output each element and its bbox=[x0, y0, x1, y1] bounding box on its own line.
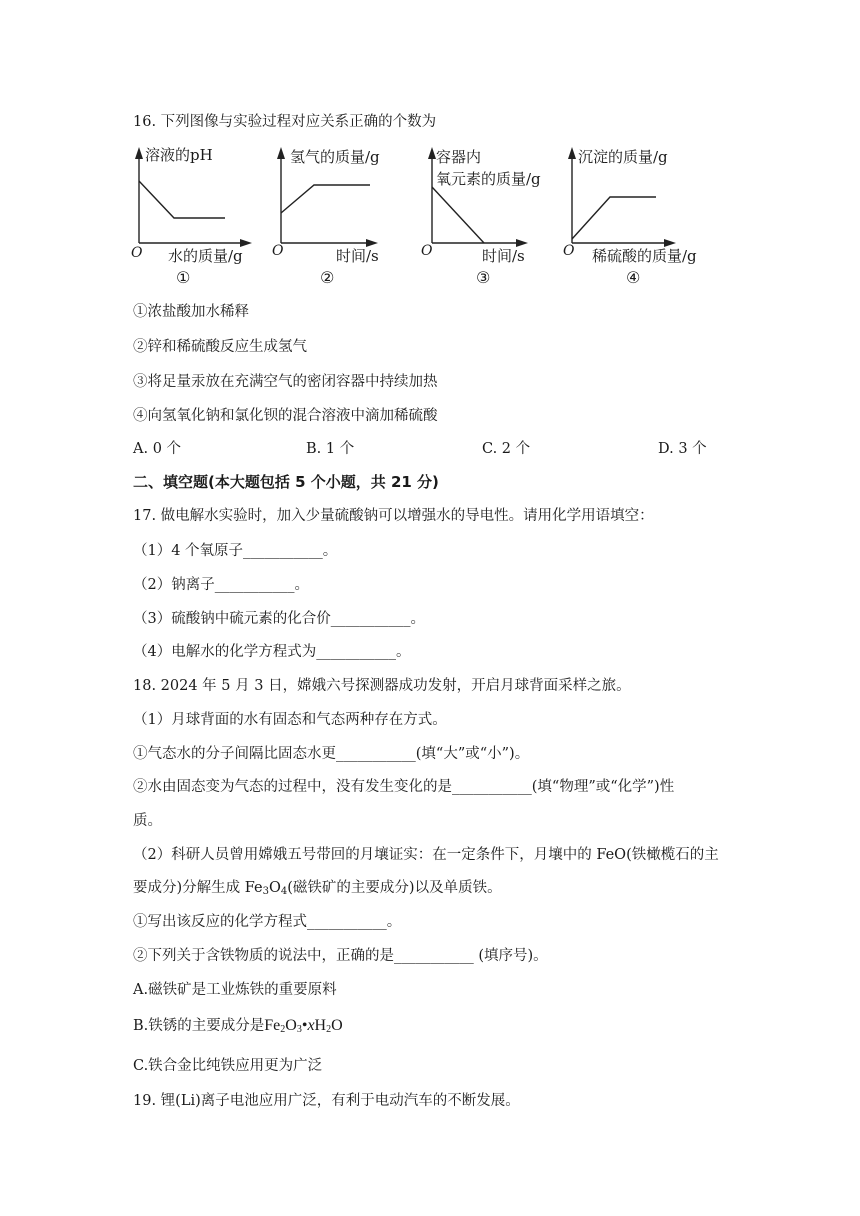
q18-part-1a: ①气态水的分子间隔比固态水更___________(填“大”或“小”)。 bbox=[133, 746, 530, 762]
graph-4 bbox=[564, 143, 714, 268]
q18-part-1b-line1: ②水由固态变为气态的过程中，没有发生变化的是___________(填“物理”或“化学”)性 bbox=[133, 779, 675, 795]
graph-2-number: ② bbox=[320, 268, 335, 287]
graph-2-y-arrow bbox=[277, 147, 285, 159]
section-heading: 二、填空题(本大题包括 5 个小题，共 21 分) bbox=[133, 473, 439, 491]
formula-o: O bbox=[285, 1017, 297, 1034]
q17-stem: 17. 做电解水实验时，加入少量硫酸钠可以增强水的导电性。请用化学用语填空： bbox=[133, 508, 654, 524]
graph-1-curve bbox=[139, 181, 225, 218]
graph-3-curve bbox=[432, 187, 484, 243]
graph-1 bbox=[128, 143, 258, 268]
graph-4-y-arrow bbox=[568, 147, 576, 159]
q18-part-2a: ①写出该反应的化学方程式___________。 bbox=[133, 914, 402, 930]
formula-dot: • bbox=[301, 1017, 308, 1034]
graph-1-origin: O bbox=[131, 245, 143, 261]
graph-1-x-arrow bbox=[240, 239, 252, 247]
graph-4-xlabel: 稀硫酸的质量/g bbox=[592, 247, 697, 265]
formula-x: x bbox=[307, 1017, 315, 1034]
q18-part-1: （1）月球背面的水有固态和气态两种存在方式。 bbox=[133, 712, 447, 728]
graph-2-curve bbox=[281, 185, 370, 213]
q16-option-d: D. 3 个 bbox=[658, 441, 707, 457]
q16-option-b: B. 1 个 bbox=[306, 441, 355, 457]
q16-option-a: A. 0 个 bbox=[133, 441, 182, 457]
q18-part-2-line2 bbox=[133, 878, 502, 898]
graph-3-xlabel: 时间/s bbox=[482, 247, 525, 265]
rust-formula bbox=[264, 1017, 342, 1034]
graph-4-x-arrow bbox=[664, 239, 676, 247]
q17-part-1: （1）4 个氧原子___________。 bbox=[133, 543, 338, 559]
graph-4-ylabel: 沉淀的质量/g bbox=[578, 148, 668, 166]
q18-stem: 18. 2024 年 5 月 3 日，嫦娥六号探测器成功发射，开启月球背面采样之旅。 bbox=[133, 678, 631, 694]
q18-sub-3: 3 bbox=[262, 886, 269, 897]
graph-2-xlabel: 时间/s bbox=[336, 247, 379, 265]
q19-stem: 19. 锂(Li)离子电池应用广泛，有利于电动汽车的不断发展。 bbox=[133, 1093, 520, 1109]
graph-1-xlabel: 水的质量/g bbox=[168, 247, 243, 265]
q18-option-b bbox=[133, 1016, 343, 1036]
graph-4-curve bbox=[572, 197, 656, 239]
formula-sub-3: 3 bbox=[296, 1024, 302, 1035]
q16-item-2: ②锌和稀硫酸反应生成氢气 bbox=[133, 339, 307, 355]
graph-4-origin: O bbox=[563, 243, 575, 259]
graph-3 bbox=[421, 143, 554, 268]
graph-3-number: ③ bbox=[476, 268, 491, 287]
graph-3-ylabel-2: 氧元素的质量/g bbox=[436, 170, 541, 188]
q18-part-2-text-a: 要成分)分解生成 Fe bbox=[133, 880, 263, 896]
graph-2-x-arrow bbox=[366, 239, 378, 247]
graph-2-origin: O bbox=[272, 243, 284, 259]
graph-2 bbox=[272, 143, 402, 268]
formula-sub-2b: 2 bbox=[326, 1024, 332, 1035]
q18-part-2-text-c: (磁铁矿的主要成分)以及单质铁。 bbox=[287, 880, 502, 896]
graph-1-number: ① bbox=[176, 268, 191, 287]
q18-option-a: A.磁铁矿是工业炼铁的重要原料 bbox=[133, 982, 337, 998]
q18-sub-4: 4 bbox=[280, 886, 288, 897]
q18-option-b-text: B.铁锈的主要成分是 bbox=[133, 1018, 265, 1034]
q18-part-1b-line2: 质。 bbox=[133, 813, 162, 829]
graph-2-ylabel: 氢气的质量/g bbox=[290, 148, 380, 166]
graph-3-x-arrow bbox=[516, 239, 528, 247]
q17-part-4: （4）电解水的化学方程式为___________。 bbox=[133, 644, 411, 660]
graph-1-ylabel: 溶液的pH bbox=[145, 146, 213, 164]
q16-item-1: ①浓盐酸加水稀释 bbox=[133, 304, 249, 320]
q16-item-4: ④向氢氧化钠和氯化钡的混合溶液中滴加稀硫酸 bbox=[133, 408, 438, 424]
q18-part-2b: ②下列关于含铁物质的说法中，正确的是___________ (填序号)。 bbox=[133, 948, 548, 964]
formula-sub-2a: 2 bbox=[280, 1024, 286, 1035]
formula-fe: Fe bbox=[264, 1017, 281, 1034]
q17-part-3: （3）硫酸钠中硫元素的化合价___________。 bbox=[133, 611, 425, 627]
graph-1-y-arrow bbox=[135, 147, 143, 159]
q16-item-3: ③将足量汞放在充满空气的密闭容器中持续加热 bbox=[133, 374, 438, 390]
graph-3-y-arrow bbox=[428, 147, 436, 159]
formula-o2: O bbox=[331, 1017, 343, 1034]
q16-stem: 16. 下列图像与实验过程对应关系正确的个数为 bbox=[133, 114, 437, 130]
q16-option-c: C. 2 个 bbox=[482, 441, 531, 457]
q18-part-2-line1: （2）科研人员曾用嫦娥五号带回的月壤证实：在一定条件下，月壤中的 FeO(铁橄榄石的主 bbox=[133, 847, 719, 863]
formula-h: H bbox=[314, 1017, 327, 1034]
graph-3-origin: O bbox=[421, 243, 433, 259]
graph-4-number: ④ bbox=[626, 268, 641, 287]
q18-part-2-text-b: O bbox=[269, 880, 281, 896]
graph-3-ylabel: 容器内 bbox=[436, 148, 482, 166]
q18-option-c: C.铁合金比纯铁应用更为广泛 bbox=[133, 1058, 323, 1074]
q17-part-2: （2）钠离子___________。 bbox=[133, 577, 309, 593]
